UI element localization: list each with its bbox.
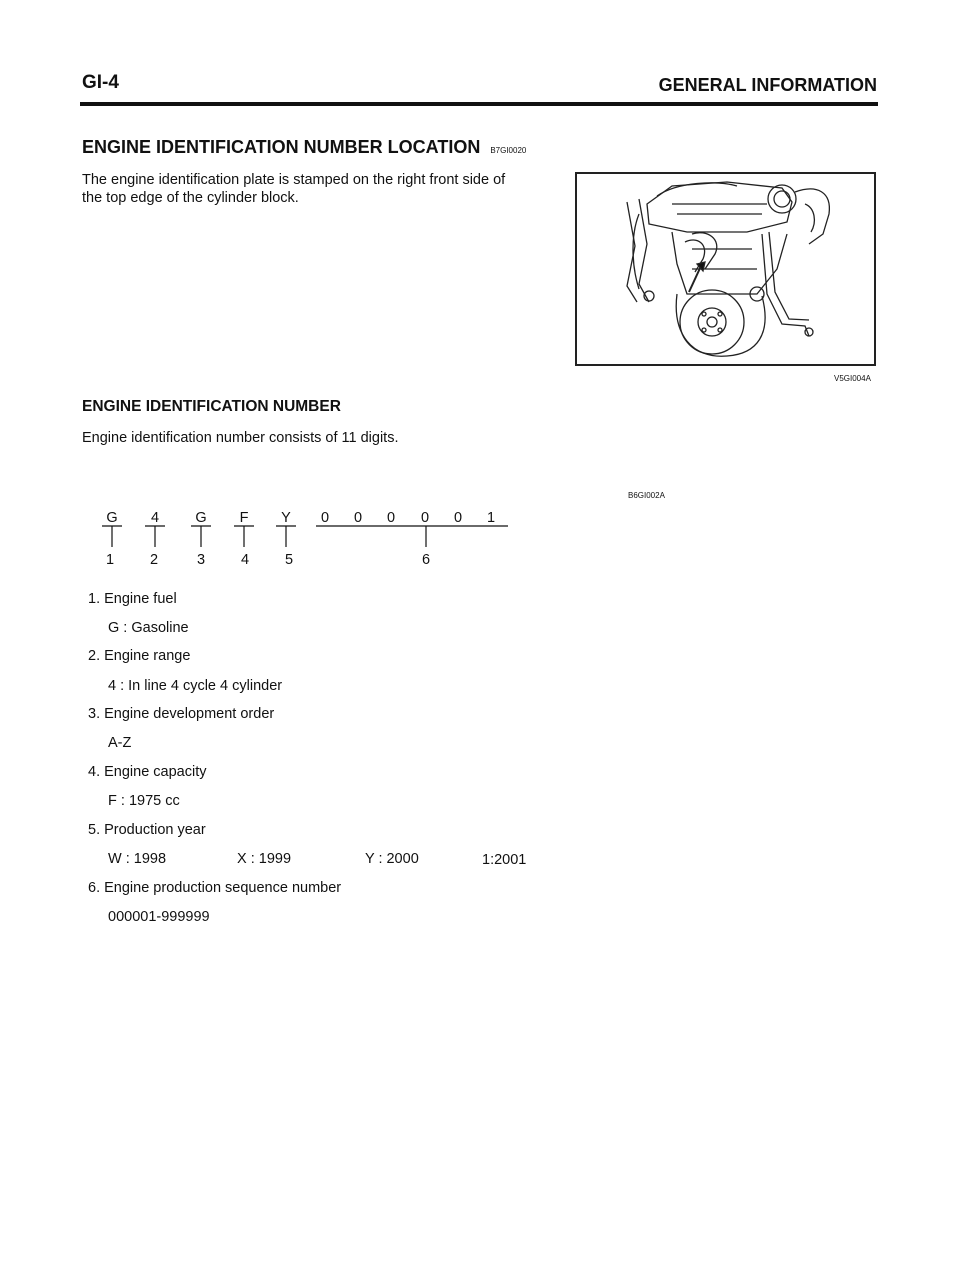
section-title: GENERAL INFORMATION xyxy=(658,75,877,95)
item-label: 1. Engine fuel xyxy=(88,591,177,607)
item-label: 4. Engine capacity xyxy=(88,764,207,780)
item-label: 5. Production year xyxy=(88,822,206,838)
code-char: 0 xyxy=(453,510,463,526)
code-char: G xyxy=(195,510,207,526)
connector-lines xyxy=(102,526,508,547)
engine-drawing xyxy=(577,174,874,364)
position-label: 1 xyxy=(105,552,115,568)
number-heading: ENGINE IDENTIFICATION NUMBER xyxy=(82,398,341,415)
position-label: 4 xyxy=(240,552,250,568)
item-label: 2. Engine range xyxy=(88,648,191,664)
item-value: A-Z xyxy=(108,735,132,751)
code-char: G xyxy=(106,510,118,526)
item-value: 4 : In line 4 cycle 4 cylinder xyxy=(108,678,283,694)
item-value: F : 1975 cc xyxy=(108,793,180,809)
year-code: W : 1998 xyxy=(108,851,167,867)
position-label: 5 xyxy=(284,552,294,568)
location-title: ENGINE IDENTIFICATION NUMBER LOCATION xyxy=(82,137,481,157)
item-label: 3. Engine development order xyxy=(88,706,275,722)
id-number-diagram xyxy=(90,505,530,575)
code-char: Y xyxy=(281,510,291,526)
code-char: 1 xyxy=(486,510,496,526)
location-code: B7GI0020 xyxy=(490,146,527,155)
item-label: 6. Engine production sequence number xyxy=(88,880,342,896)
page-number: GI-4 xyxy=(82,72,119,93)
code-char: 0 xyxy=(353,510,363,526)
item-value: G : Gasoline xyxy=(108,620,189,636)
item-value: 000001-999999 xyxy=(108,909,210,925)
year-code: X : 1999 xyxy=(237,851,292,867)
year-code: 1:2001 xyxy=(482,852,527,868)
code-char: 4 xyxy=(150,510,160,526)
figure-code-2: B6GI002A xyxy=(628,491,665,500)
figure-code-1: V5GI004A xyxy=(834,374,871,383)
engine-figure xyxy=(575,172,876,366)
position-label: 2 xyxy=(149,552,159,568)
code-char: 0 xyxy=(386,510,396,526)
code-char: 0 xyxy=(320,510,330,526)
location-heading xyxy=(82,137,526,158)
position-label: 6 xyxy=(421,552,431,568)
number-text: Engine identification number consists of 11 digits. xyxy=(82,430,399,446)
position-label: 3 xyxy=(196,552,206,568)
header-rule xyxy=(80,102,878,106)
code-char: F xyxy=(239,510,249,526)
year-code: Y : 2000 xyxy=(365,851,419,867)
location-text: The engine identification plate is stamped on the right front side of the top edge of the cylinder block. xyxy=(82,172,506,206)
code-char: 0 xyxy=(420,510,430,526)
